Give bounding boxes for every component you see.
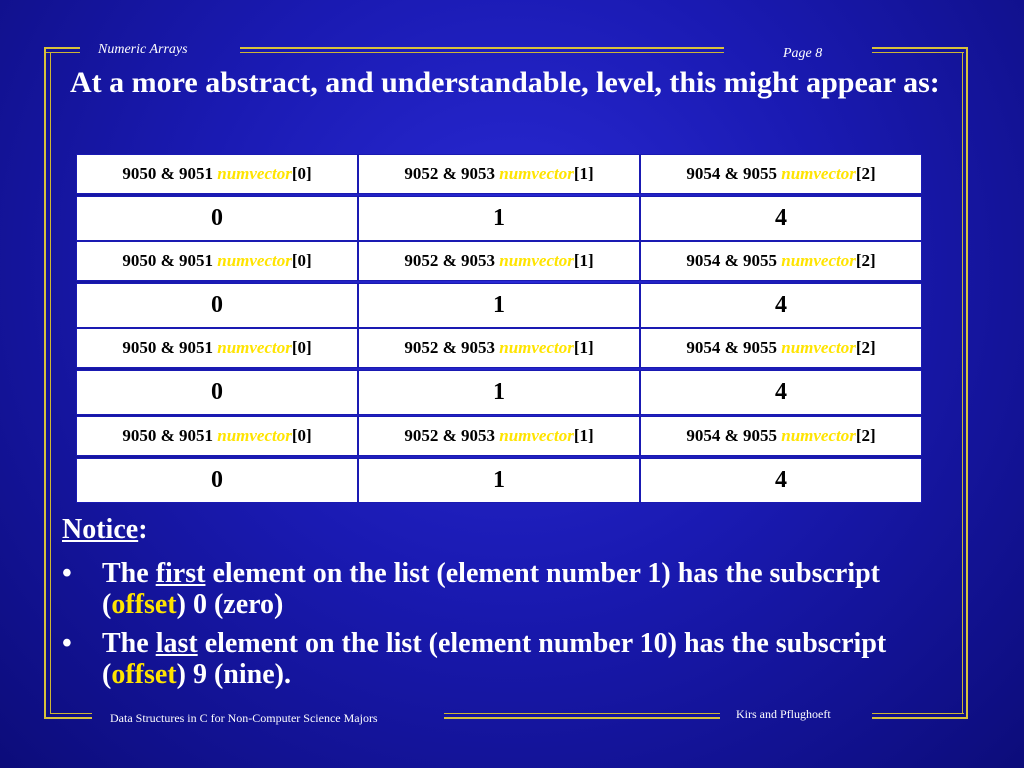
array-index: [0] xyxy=(291,426,312,445)
array-index: [2] xyxy=(855,426,876,445)
array-block xyxy=(76,241,922,328)
array-index: [0] xyxy=(291,251,312,270)
address-range: 9050 & 9051 xyxy=(122,426,213,445)
array-index: [1] xyxy=(573,426,594,445)
address-cell xyxy=(640,328,922,368)
array-name: numvector xyxy=(781,251,856,270)
value-cell: 0 xyxy=(76,458,358,503)
footer-course: Data Structures in C for Non-Computer Science Majors xyxy=(110,711,378,725)
address-cell xyxy=(640,154,922,194)
frame-bottom-right xyxy=(872,717,968,719)
address-range: 9052 & 9053 xyxy=(404,338,495,357)
value-cell: 0 xyxy=(76,196,358,241)
bullet-list xyxy=(62,558,942,698)
array-name: numvector xyxy=(217,338,292,357)
value-cell: 4 xyxy=(640,196,922,241)
bullet-text-mid: element on the list (element number 10) has the subscript ( xyxy=(102,628,887,690)
bullet-text-mid: element on the list (element number 1) has the subscript ( xyxy=(102,558,880,620)
array-index: [2] xyxy=(855,251,876,270)
frame-left-outer xyxy=(44,47,46,719)
frame-top-right-inner xyxy=(872,52,964,53)
notice-colon: : xyxy=(138,514,148,545)
bullet-item xyxy=(62,628,942,690)
bullet-highlight: offset xyxy=(111,589,177,620)
value-cell: 0 xyxy=(76,370,358,415)
address-row xyxy=(76,416,922,456)
frame-top-right xyxy=(872,47,968,49)
address-row xyxy=(76,328,922,368)
frame-right-inner xyxy=(962,52,963,714)
bullet-text-post: ) 0 (zero) xyxy=(176,589,284,620)
frame-right-outer xyxy=(966,47,968,719)
array-name: numvector xyxy=(781,164,856,183)
footer-authors: Kirs and Pflughoeft xyxy=(736,707,831,721)
bullet-text-post: ) 9 (nine). xyxy=(176,659,291,690)
array-block xyxy=(76,154,922,241)
address-range: 9050 & 9051 xyxy=(122,338,213,357)
frame-bottom-right-inner xyxy=(872,713,964,714)
address-range: 9054 & 9055 xyxy=(686,164,777,183)
bullet-highlight: offset xyxy=(111,659,177,690)
bullet-dot-icon: • xyxy=(62,558,72,589)
address-cell xyxy=(640,416,922,456)
address-range: 9052 & 9053 xyxy=(404,251,495,270)
value-cell: 4 xyxy=(640,283,922,328)
array-index: [0] xyxy=(291,164,312,183)
array-name: numvector xyxy=(217,426,292,445)
frame-bottom-left-inner xyxy=(50,713,92,714)
array-name: numvector xyxy=(781,426,856,445)
value-cell: 4 xyxy=(640,370,922,415)
address-range: 9050 & 9051 xyxy=(122,164,213,183)
bullet-item xyxy=(62,558,942,620)
frame-bottom-middle-inner xyxy=(444,713,720,714)
array-name: numvector xyxy=(217,164,292,183)
array-index: [2] xyxy=(855,338,876,357)
bullet-keyword: last xyxy=(155,628,198,659)
address-cell xyxy=(358,241,640,281)
value-cell: 1 xyxy=(358,196,640,241)
value-row xyxy=(76,283,922,328)
address-cell xyxy=(640,241,922,281)
address-cell xyxy=(76,154,358,194)
array-index: [1] xyxy=(573,164,594,183)
address-cell xyxy=(76,416,358,456)
address-cell xyxy=(358,416,640,456)
address-row xyxy=(76,154,922,194)
value-cell: 4 xyxy=(640,458,922,503)
frame-top-middle-inner xyxy=(240,52,724,53)
array-block xyxy=(76,328,922,415)
array-index: [1] xyxy=(573,338,594,357)
page-number: Page 8 xyxy=(783,46,823,61)
array-block xyxy=(76,416,922,503)
bullet-text-pre: The xyxy=(102,558,156,589)
header-section-label: Numeric Arrays xyxy=(98,42,188,57)
array-name: numvector xyxy=(781,338,856,357)
array-name: numvector xyxy=(499,164,574,183)
address-range: 9052 & 9053 xyxy=(404,426,495,445)
address-range: 9054 & 9055 xyxy=(686,251,777,270)
value-cell: 1 xyxy=(358,370,640,415)
address-range: 9052 & 9053 xyxy=(404,164,495,183)
frame-bottom-middle xyxy=(444,717,720,719)
array-index: [0] xyxy=(291,338,312,357)
value-cell: 1 xyxy=(358,283,640,328)
array-index: [2] xyxy=(855,164,876,183)
address-cell xyxy=(76,328,358,368)
array-table xyxy=(76,154,922,504)
value-row xyxy=(76,196,922,241)
slide-title: At a more abstract, and understandable, level, this might appear as: xyxy=(70,66,940,99)
value-cell: 1 xyxy=(358,458,640,503)
address-cell xyxy=(76,241,358,281)
array-index: [1] xyxy=(573,251,594,270)
address-range: 9054 & 9055 xyxy=(686,338,777,357)
address-range: 9050 & 9051 xyxy=(122,251,213,270)
address-range: 9054 & 9055 xyxy=(686,426,777,445)
frame-left-inner xyxy=(50,52,51,714)
bullet-dot-icon: • xyxy=(62,628,72,659)
array-name: numvector xyxy=(499,426,574,445)
address-row xyxy=(76,241,922,281)
value-row xyxy=(76,370,922,415)
array-name: numvector xyxy=(499,251,574,270)
bullet-keyword: first xyxy=(155,558,206,589)
address-cell xyxy=(358,154,640,194)
bullet-text-pre: The xyxy=(102,628,156,659)
value-cell: 0 xyxy=(76,283,358,328)
value-row xyxy=(76,458,922,503)
frame-top-left xyxy=(44,47,80,49)
address-cell xyxy=(358,328,640,368)
array-name: numvector xyxy=(217,251,292,270)
frame-bottom-left xyxy=(44,717,92,719)
notice-heading xyxy=(62,514,148,546)
array-name: numvector xyxy=(499,338,574,357)
frame-top-middle xyxy=(240,47,724,49)
notice-word: Notice xyxy=(62,514,139,545)
